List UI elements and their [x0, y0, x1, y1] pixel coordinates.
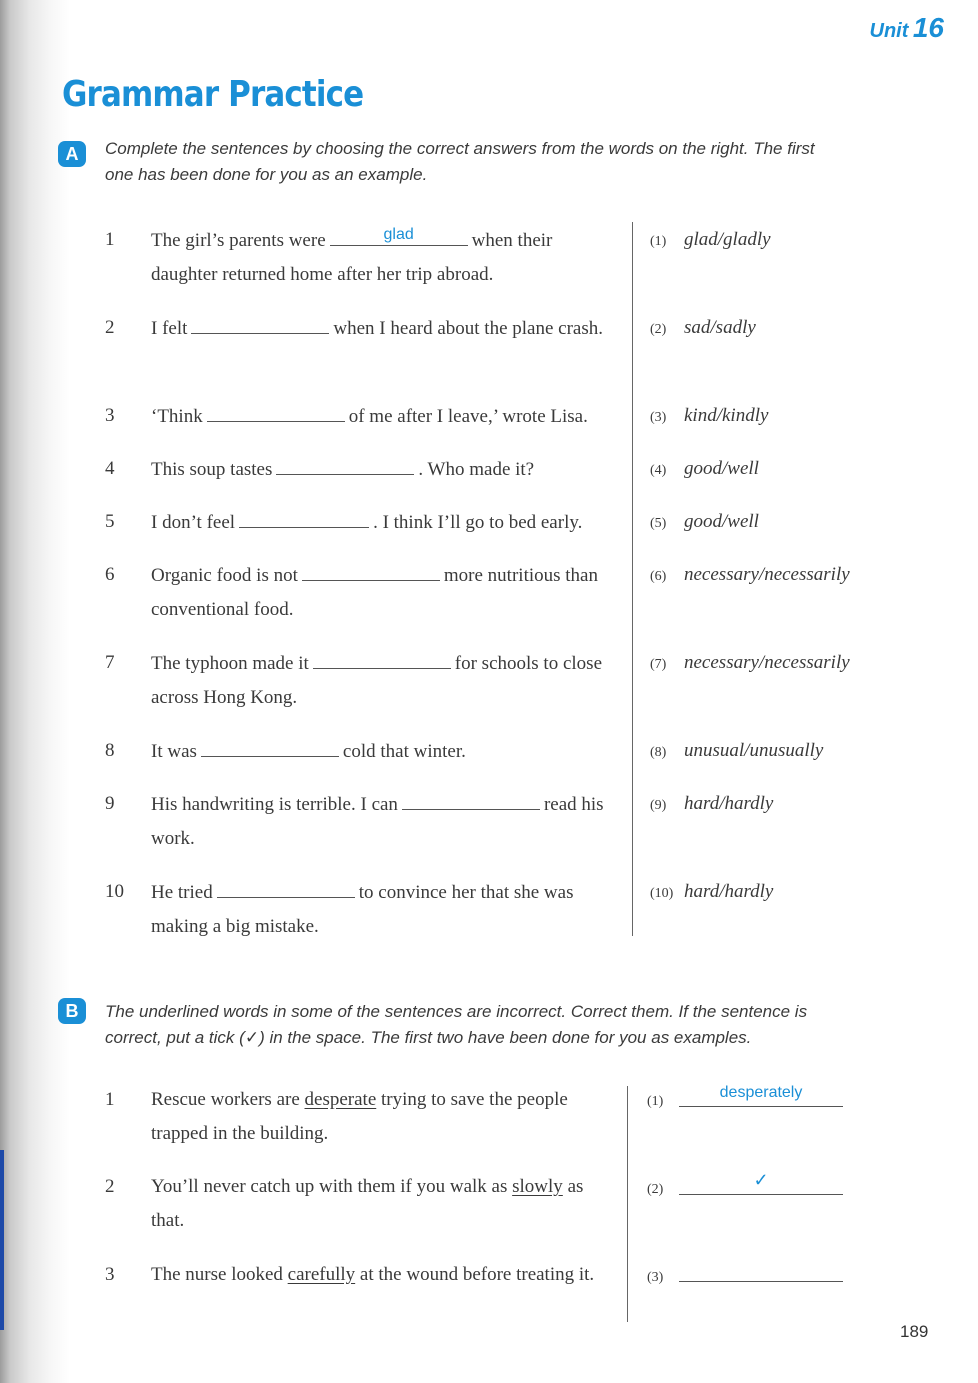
unit-heading [870, 12, 945, 44]
option-label: (6) [650, 569, 667, 584]
options-a-10 [650, 875, 773, 911]
option-words: good/well [684, 458, 759, 479]
option-words: unusual/unusually [684, 740, 824, 761]
sentence-start: Rescue workers are [151, 1089, 300, 1110]
option-words: kind/kindly [684, 405, 769, 426]
sentence-end: at the wound before treating it. [359, 1264, 595, 1285]
answer-label: (1) [647, 1094, 664, 1109]
sentence-start: This soup tastes [151, 459, 273, 480]
sentence-start: I don’t feel [151, 512, 236, 533]
item-number: 8 [105, 740, 115, 761]
item-number: 3 [105, 405, 115, 426]
sentence-start: I felt [151, 318, 188, 339]
options-a-6 [650, 558, 850, 594]
sentence-end: for schools to close across Hong Kong. [151, 653, 603, 708]
answer-label: (2) [647, 1182, 664, 1197]
sentence-start: The typhoon made it [151, 653, 309, 674]
section-a-badge: A [58, 141, 86, 167]
options-a-2 [650, 311, 756, 347]
options-a-5 [650, 505, 759, 541]
unit-number: 16 [912, 12, 944, 43]
options-a-9 [650, 787, 773, 823]
option-label: (2) [650, 322, 667, 337]
sentence-end: more nutritious than conventional food. [151, 565, 598, 620]
option-words: sad/sadly [684, 317, 756, 338]
underlined-word: desperate [304, 1089, 377, 1110]
item-number: 10 [105, 881, 124, 902]
sentence-end: to convince her that she was making a big mistake. [151, 882, 574, 937]
item-number: 1 [105, 1089, 115, 1110]
answer-blank[interactable] [402, 787, 540, 810]
page-title: Grammar Practice [62, 74, 364, 115]
option-label: (4) [650, 463, 667, 478]
answer-label: (3) [647, 1270, 664, 1285]
options-a-3 [650, 399, 768, 435]
option-words: necessary/necessarily [684, 652, 850, 673]
answer-blank[interactable] [276, 452, 414, 475]
item-number: 9 [105, 793, 115, 814]
item-number: 2 [105, 1176, 115, 1197]
answer-blank[interactable] [330, 223, 468, 246]
section-b-divider [627, 1086, 628, 1322]
sentence-end: as that. [151, 1176, 584, 1231]
options-a-8 [650, 734, 823, 770]
option-label: (7) [650, 657, 667, 672]
item-number: 3 [105, 1264, 115, 1285]
sentence-start: He tried [151, 882, 213, 903]
item-number: 7 [105, 652, 115, 673]
section-a-divider [632, 222, 633, 936]
answer-tick: ✓ [753, 1170, 769, 1190]
answer-line[interactable] [679, 1281, 843, 1282]
answer-line[interactable] [679, 1106, 843, 1107]
sentence-start: You’ll never catch up with them if you walk as [151, 1176, 508, 1197]
sentence-end: trying to save the people trapped in the building. [151, 1089, 568, 1144]
option-label: (3) [650, 410, 667, 425]
option-label: (5) [650, 516, 667, 531]
answer-text: glad [383, 226, 414, 243]
answer-blank[interactable] [313, 646, 451, 669]
option-words: hard/hardly [684, 881, 774, 902]
option-words: hard/hardly [684, 793, 774, 814]
sentence-start: The nurse looked [151, 1264, 283, 1285]
answer-blank[interactable] [207, 399, 345, 422]
sentence-start: His handwriting is terrible. I can [151, 794, 398, 815]
options-a-4 [650, 452, 759, 488]
option-label: (9) [650, 798, 667, 813]
answer-blank[interactable] [302, 558, 440, 581]
sentence-end: . I think I’ll go to bed early. [373, 512, 583, 533]
options-a-1 [650, 223, 771, 259]
sentence-end: when I heard about the plane crash. [333, 318, 603, 339]
item-number: 1 [105, 229, 115, 250]
item-number: 2 [105, 317, 115, 338]
option-label: (1) [650, 234, 667, 249]
answer-blank[interactable] [201, 734, 339, 757]
option-words: good/well [684, 511, 759, 532]
sentence-start: Organic food is not [151, 565, 298, 586]
item-number: 6 [105, 564, 115, 585]
sentence-end: of me after I leave,’ wrote Lisa. [348, 406, 588, 427]
book-spine-shadow [0, 0, 70, 1383]
answer-line[interactable] [679, 1194, 843, 1195]
page-number: 189 [900, 1322, 929, 1341]
sentence-end: cold that winter. [342, 741, 466, 762]
section-b-instruction: The underlined words in some of the sentences are incorrect. Correct them. If the sentence is correct, put a tick (✓) in the space. The first two have been done for you as examples. [105, 1002, 808, 1047]
sentence-start: It was [151, 741, 197, 762]
answer-blank[interactable] [239, 505, 369, 528]
book-spine-edge [0, 1150, 4, 1330]
sentence-end: when their daughter returned home after her trip abroad. [151, 230, 553, 285]
option-label: (8) [650, 745, 667, 760]
answer-blank[interactable] [191, 311, 329, 334]
section-a-instruction: Complete the sentences by choosing the correct answers from the words on the right. The first one has been done for you as an example. [105, 139, 815, 184]
sentence-end: read his work. [151, 794, 604, 849]
sentence-start: The girl’s parents were [151, 230, 326, 251]
sentence-end: . Who made it? [418, 459, 535, 480]
option-words: necessary/necessarily [684, 564, 850, 585]
options-a-7 [650, 646, 850, 682]
underlined-word: slowly [512, 1176, 563, 1197]
option-label: (10) [650, 886, 674, 901]
option-words: glad/gladly [684, 229, 771, 250]
unit-label: Unit [869, 20, 909, 42]
section-b-badge: B [58, 998, 86, 1024]
item-number: 5 [105, 511, 115, 532]
sentence-start: ‘Think [151, 406, 203, 427]
underlined-word: carefully [287, 1264, 356, 1285]
answer-text: desperately [719, 1084, 803, 1101]
item-number: 4 [105, 458, 115, 479]
answer-blank[interactable] [217, 875, 355, 898]
